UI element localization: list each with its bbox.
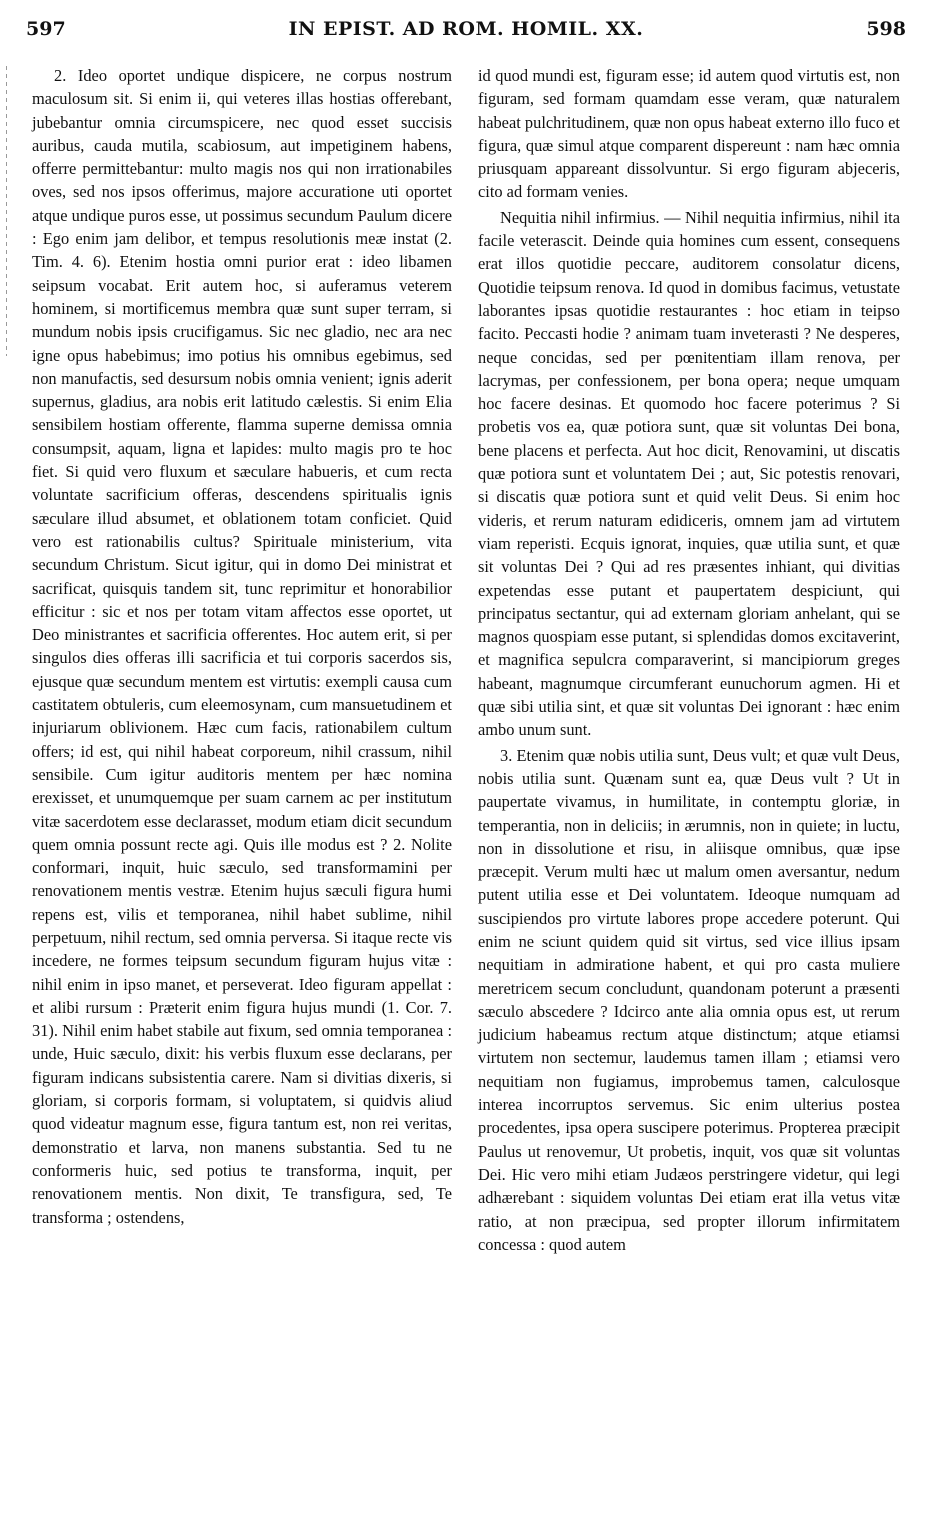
- paragraph: id quod mundi est, figuram esse; id autem quod virtutis est, non figuram, sed formam quamdam esse veram, quæ naturalem habeat pulchritudinem, quæ non opus habeat externo illo fuco et figura, quæ simul atque comparent dispereunt : nam hæc omnia priusquam appareant dissolvuntur. Si ergo figuram abjeceris, cito ad formam venies.: [478, 66, 900, 202]
- right-column: [478, 64, 900, 1256]
- running-title: IN EPIST. AD ROM. HOMIL. XX.: [288, 18, 644, 40]
- page-header: [26, 18, 906, 46]
- paragraph: 3. Etenim quæ nobis utilia sunt, Deus vult; et quæ vult Deus, nobis utilia sunt. Quænam sunt ea, quæ Deus vult ? Ut in paupertate vivamus, in humilitate, in contemptu gloriæ, in temperantia, non in deliciis; in ærumnis, non in quiete; in luctu, non in dissolutione et risu, in aliisque omnibus, quæ ipse præcepit. Verum multi hæc ut malum omen aversantur, nedum putent utilia esse et Dei voluntatem. Ideoque numquam ad suscipiendos pro virtute labores prope accedere poterunt. Qui enim ne sciunt quidem quid sit virtus, sed vice illius ipsam nequitiam in admiratione habent, et qui pro casta muliere meretricem secum concludunt, quandonam poterunt a præsenti sæculo abscedere ? Idcirco ante alia omnia opus est, ut rerum judicium habeamus rectum atque distinctum; atque etiamsi virtutem non sectemur, laudemus tamen illam ; etiamsi vero nequitiam non fugiamus, improbemus tamen, calculosque interea incorruptos servemus. Sic enim ulterius postea procedentes, ipsa opera suscipere poterimus. Propterea præcipit Paulus ut renovemur, Ut probetis, inquit, vos quæ sit voluntas Dei. Hic vero mihi etiam Judæos perstringere videtur, qui legi adhærebant : siquidem voluntas Dei etiam erat illa vetus vitæ ratio, at non præcipua, sed propter illorum infirmitatem concessa : quod autem: [478, 745, 900, 1254]
- left-column: [32, 64, 452, 1229]
- paragraph: Nequitia nihil infirmius. — Nihil nequitia infirmius, nihil ita facile veterascit. Deinde quia homines cum essent, consequens erat illos quotidie peccare, auditorem consolatur dicens, Quotidie teipsum renova. Id quod in domibus facimus, vetustate laborantes ipsas quotidie restaurantes : hoc etiam in teipso facito. Peccasti hodie ? animam tuam inveterasti ? Ne desperes, neque concidas, sed per pœnitentiam illam renova, per lacrymas, per confessionem, per bona opera; neque umquam hoc facere desinas. Et quomodo hoc facere poterimus ? Si probetis vos ea, quæ potiora sunt, quæ sit voluntas Dei bona, bene placens et perfecta. Aut hoc dicit, Renovamini, ut discatis quæ potiora sunt et voluntatem Dei ; aut, Sic potestis renovari, si discatis quæ potiora sunt et quid velit Deus. Si enim hoc videris, et rerum naturam edidiceris, omnem jam ad virtutem viam reperisti. Ecquis ignorat, inquies, quæ utilia sunt, et quæ sit voluntas Dei ? Qui ad res præsentes inhiant, qui divitias expetendas esse putant et paupertatem despiciunt, qui principatus sectantur, qui ad externam gloriam anhelant, qui se magnos quospiam esse putant, si splendidas domos excitaverint, et magnifica sepulcra comparaverint, si mancipiorum greges habeant, magnumque circumferant eunuchorum agmen. Hi et quæ sibi utilia sint, et quæ sit voluntas Dei ignorant : hæc enim ambo unum sunt.: [478, 207, 900, 740]
- margin-rule: [6, 66, 7, 356]
- paragraph: 2. Ideo oportet undique dispicere, ne corpus nostrum maculosum sit. Si enim ii, qui veteres illas hostias offerebant, jubebantur omnia circumspicere, nec quod esset succisis auribus, cauda mutila, scabiosum, aut impetiginem habens, offerre permittebantur: multo magis nos qui non irrationabiles oves, sed nos ipsos offerimus, majore accuratione uti oportet atque undique puros esse, ut possimus secundum Paulum dicere : Ego enim jam delibor, et tempus resolutionis meæ instat (2. Tim. 4. 6). Etenim hostia omni purior erat : ideo libamen seipsum vocabat. Erit autem hoc, si auferamus veterem hominem, si mortificemus membra quæ sunt super terram, si mundum nobis ipsis crucifigamus. Sic nec gladio, nec ara nec igne opus habebimus; imo potius his omnibus egebimus, sed non manufactis, sed desursum nobis omnia venient; ignis aderit supernus, gladius, ara nobis erit latitudo cælestis. Si enim Elia sensibilem hostiam offerente, flamma superne demissa omnia consumpsit, aquam, ligna et lapides: multo magis pro te hoc fiet. Si quid vero fluxum et sæculare habueris, et cum recta voluntate sacrificium offeras, descendens spiritualis ignis sæculare illud absumet, et oblationem totam conficiet. Quid vero est rationabilis cultus? Spirituale ministerium, vita secundum Christum. Sicut igitur, qui in domo Dei ministrat et sacrificat, quisquis tandem sit, tunc reprimitur et honorabilior efficitur : sic et nos per totam vitam affectos esse oportet, ut Deo ministrantes et sacrificia offerentes. Hoc autem erit, si per singulos dies offeras illi sacrificia et tui corporis sacerdos sis, ejusque quæ secundum mentem est virtutis: exempli causa cum castitatem obtuleris, cum eleemosynam, cum mansuetudinem et injuriarum oblivionem. Hæc cum facis, rationabilem cultum offers; id est, qui nihil habeat corporeum, nihil crassum, nihil sensibile. Cum igitur auditoris mentem per hæc nomina erexisset, et unumquemque per suam carnem ac per institutum vitæ sacerdotem esse declarasset, modum etiam dicit secundum quem omnia possunt recte agi. Quis ille modus est ? 2. Nolite conformari, inquit, huic sæculo, sed transformamini per renovationem mentis vestræ. Etenim hujus sæculi figura humi repens est, vilis et temporanea, nihil habet sublime, nihil perpetuum, nihil rectum, sed omnia perversa. Si itaque recte vis incedere, ne formes teipsum secundum figuram hujus vitæ : nihil enim in ipso manet, et perseverat. Ideo figuram appellat : et alibi rursum : Præterit enim figura hujus mundi (1. Cor. 7. 31). Nihil enim habet stabile aut fixum, sed omnia temporanea : unde, Huic sæculo, dixit: his verbis fluxum esse declarans, per figuram indicans subsistentia carere. Nam si divitias dixeris, si gloriam, si corporis formam, si voluptatem, si quidvis aliud quod videatur magnum esse, figura tantum est, non rei veritas, demonstratio et larva, non manens substantia. Sed tu ne conformeris huic, sed potius te transforma, inquit, per renovationem mentis. Non dixit, Te transfigura, sed, Te transforma ; ostendens,: [32, 66, 452, 1227]
- right-page-number: 598: [866, 18, 906, 40]
- left-page-number: 597: [26, 18, 66, 40]
